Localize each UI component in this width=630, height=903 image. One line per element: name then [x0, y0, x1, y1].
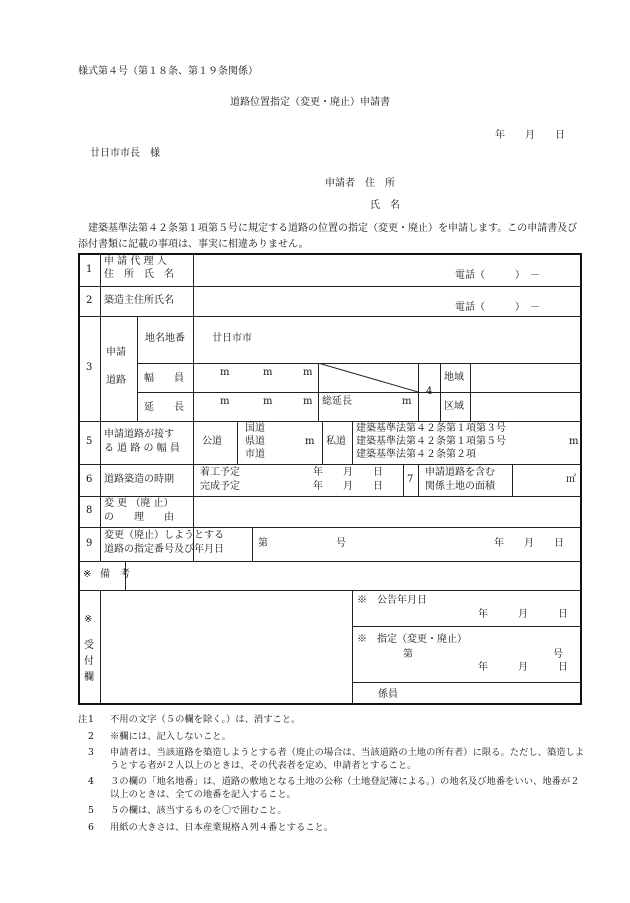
row1-label-line1: 申 請 代 理 人 — [104, 256, 167, 267]
form-number: 様式第４号（第１８条、第１９条関係） — [78, 66, 258, 77]
lot-value: 廿日市市 — [212, 333, 252, 344]
remarks-label: 備 考 — [100, 569, 130, 580]
length-unit-1: m — [220, 396, 230, 407]
form-title: 道路位置指定（変更・廃止）申請書 — [230, 97, 390, 108]
private-road-option-3: 建築基準法第４２条第２項 — [356, 449, 476, 460]
designation-go: 号 — [336, 538, 346, 549]
private-road-unit: m — [569, 436, 579, 447]
remarks-mark: ※ — [83, 569, 92, 580]
row9-label-line1: 変更（廃止）しようとする — [104, 530, 224, 541]
row8-label-line1: 変 更 （廃 止） — [104, 498, 174, 509]
row3-group-line2: 道路 — [106, 375, 126, 386]
private-road-label: 私道 — [326, 436, 346, 447]
row9-number: 9 — [86, 538, 93, 549]
row1-label-line2: 住 所 氏 名 — [104, 269, 174, 280]
note-number: 2 — [88, 730, 94, 742]
complete-date: 年 月 日 — [313, 481, 383, 492]
note-number: 3 — [88, 747, 94, 759]
applicant-name-label: 氏 名 — [370, 200, 400, 211]
row3-number: 3 — [86, 362, 93, 373]
office-designation-go: 号 — [553, 649, 563, 660]
row3-group-line1: 申請 — [106, 347, 126, 358]
designation-label: ※ 指定（変更・廃止） — [357, 634, 467, 645]
note-text: ３の欄の「地名地番」は、道路の敷地となる土地の公称（土地登記簿による。）の地名及び地番をいい、地番が２以上のときは、全ての地番を記入すること。 — [110, 776, 580, 800]
public-road-unit: m — [305, 436, 315, 447]
office-label-char-2: 付 — [84, 656, 94, 667]
note-item — [88, 731, 588, 744]
width-unit-3: m — [303, 367, 313, 378]
width-unit-2: m — [263, 367, 273, 378]
private-road-option-1: 建築基準法第４２条第１項第３号 — [356, 423, 506, 434]
note-text: ５の欄は、該当するものを〇で囲むこと。 — [110, 805, 287, 817]
note-text: 不用の文字（５の欄を除く。）は、消すこと。 — [110, 714, 301, 725]
district-label: 区域 — [444, 401, 464, 412]
row8-number: 8 — [86, 505, 93, 516]
row7-label-line1: 申請道路を含む — [425, 467, 495, 478]
national-road: 国道 — [245, 423, 265, 434]
municipal-road: 市道 — [245, 449, 265, 460]
public-road-label: 公道 — [202, 436, 222, 447]
row4-number: 4 — [426, 386, 433, 397]
office-designation-dai: 第 — [403, 649, 413, 660]
note-text: 申請者は、当該道路を築造しようとする者（廃止の場合は、当該道路の土地の所有者）に限る。ただし、築造しようとする者が２人以上のときは、その代表者を定め、申請者とすること。 — [110, 747, 585, 771]
row7-label-line2: 関係土地の面積 — [425, 481, 495, 492]
row6-number: 6 — [86, 474, 93, 485]
designation-date: 年 月 日 — [494, 538, 564, 549]
prefectural-road: 県道 — [245, 436, 265, 447]
note-number: 5 — [88, 805, 94, 817]
width-unit-1: m — [220, 367, 230, 378]
row5-label-line2: る 道 路 の 幅 員 — [104, 443, 180, 454]
row5-number: 5 — [86, 436, 93, 447]
notice-date: 年 月 日 — [478, 609, 568, 620]
intro-text: 建築基準法第４２条第１項第５号に規定する道路の位置の指定（変更・廃止）を申請します。この申請書及び添付書類に記載の事項は、事実に相違ありません。 — [78, 223, 578, 250]
row1-phone: 電話（ ） － — [455, 270, 540, 281]
row6-label: 道路築造の時期 — [104, 474, 174, 485]
width-cell-diagonal — [318, 363, 418, 392]
row1-number: 1 — [86, 264, 93, 275]
office-designation-date: 年 月 日 — [478, 662, 568, 673]
office-label-char-1: 受 — [84, 640, 94, 651]
date-line: 年 月 日 — [495, 130, 565, 141]
row2-label: 築造主住所氏名 — [104, 295, 174, 306]
total-length-unit: m — [402, 396, 412, 407]
start-date: 年 月 日 — [313, 467, 383, 478]
length-unit-2: m — [263, 396, 273, 407]
area-label: 地域 — [444, 372, 464, 383]
notes-list — [88, 714, 588, 834]
designation-dai: 第 — [258, 538, 268, 549]
total-length-label: 総延長 — [322, 396, 352, 407]
note-text: ※欄には、記入しないこと。 — [110, 730, 231, 742]
length-unit-3: m — [303, 396, 313, 407]
office-mark: ※ — [84, 614, 93, 625]
length-label: 延 長 — [144, 402, 184, 413]
lot-label: 地名地番 — [145, 333, 185, 344]
start-label: 着工予定 — [200, 467, 240, 478]
note-item — [88, 822, 588, 835]
private-road-option-2: 建築基準法第４２条第１項第５号 — [356, 436, 506, 447]
row8-label-line2: の 理 由 — [104, 512, 174, 523]
note-item — [88, 714, 588, 727]
staff-label: 係員 — [378, 689, 398, 700]
note-number: 4 — [88, 776, 94, 788]
note-number: 1 — [88, 714, 94, 725]
area-unit: ㎡ — [566, 474, 576, 485]
note-number: 6 — [88, 821, 94, 833]
row5-label-line1: 申請道路が接す — [104, 429, 174, 440]
note-item — [88, 747, 588, 772]
applicant-address-label: 申請者 住 所 — [325, 178, 395, 189]
complete-label: 完成予定 — [200, 481, 240, 492]
width-label: 幅 員 — [144, 373, 184, 384]
office-label-char-3: 欄 — [84, 672, 94, 683]
addressee: 廿日市市長 様 — [90, 148, 160, 159]
row2-phone: 電話（ ） － — [455, 302, 540, 313]
note-item — [88, 805, 588, 818]
row9-label-line2: 道路の指定番号及び年月日 — [104, 544, 224, 555]
row2-number: 2 — [86, 295, 93, 306]
row7-number: 7 — [407, 474, 414, 485]
notes-heading: 注 — [78, 714, 88, 725]
note-text: 用紙の大きさは、日本産業規格Ａ列４番とすること。 — [110, 821, 334, 833]
notice-label: ※ 公告年月日 — [357, 595, 427, 606]
note-item — [88, 776, 588, 801]
